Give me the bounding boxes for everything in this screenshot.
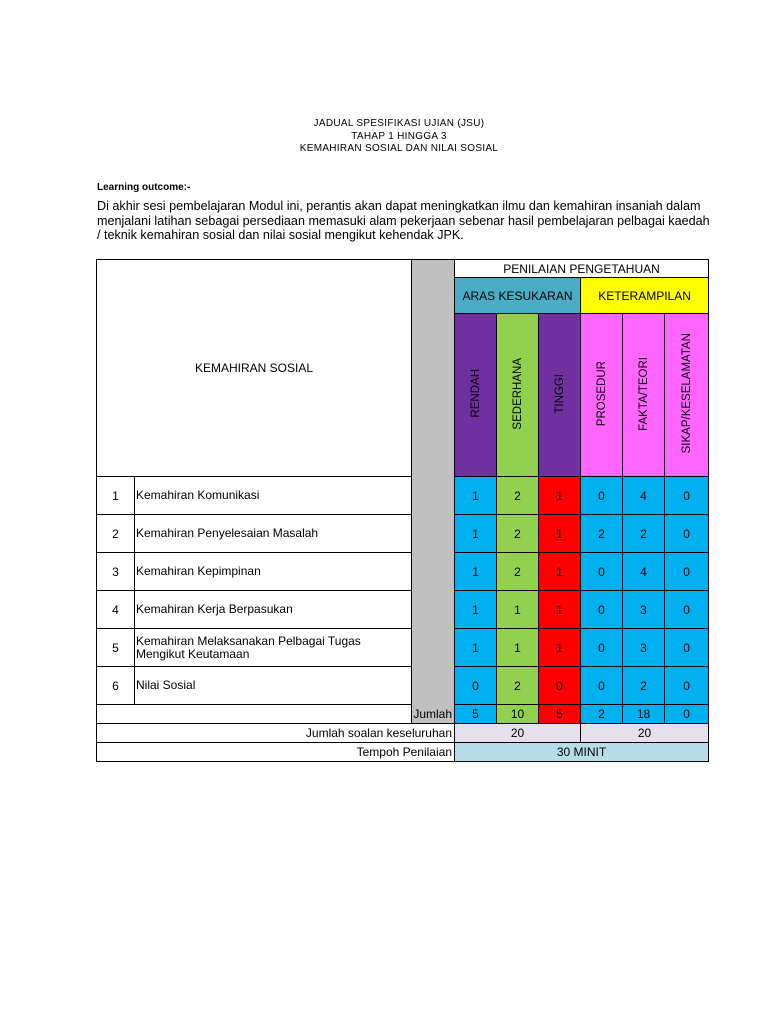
jumlah-prosedur: 2 [581,705,623,724]
col-header-prosedur: PROSEDUR [581,314,623,477]
row-number: 1 [97,477,135,515]
row-topic: Kemahiran Komunikasi [135,477,412,515]
assessment-header: PENILAIAN PENGETAHUAN [455,260,709,278]
jumlah-fakta-teori: 18 [623,705,665,724]
cell-sikap-keselamatan: 0 [665,591,709,629]
cell-rendah: 0 [455,667,497,705]
cell-prosedur: 2 [581,515,623,553]
cell-tinggi: 1 [539,591,581,629]
cell-fakta-teori: 4 [623,477,665,515]
learning-outcome-text: Di akhir sesi pembelajaran Modul ini, perantis akan dapat meningkatkan ilmu dan kemahiran insaniah dalam menjalani latihan sebagai persediaan memasuki alam pekerjaan sebenar hasil pembelajaran pelbagai kaedah / teknik kemahiran sosial dan nilai sosial mengikut kehendak JPK. [97,199,710,242]
learning-outcome-label: Learning outcome:- [97,182,191,193]
keseluruhan-label: Jumlah soalan keseluruhan [97,724,455,743]
cell-tinggi: 1 [539,629,581,667]
topic-header: KEMAHIRAN SOSIAL [97,260,412,477]
cell-sederhana: 1 [497,629,539,667]
table-row [97,591,709,629]
table-row [97,667,709,705]
cell-rendah: 1 [455,629,497,667]
jumlah-tinggi: 5 [539,705,581,724]
doc-title-line3: KEMAHIRAN SOSIAL DAN NILAI SOSIAL [299,143,499,154]
table-row [97,515,709,553]
doc-title-line2: TAHAP 1 HINGGA 3 [351,131,447,142]
cell-sikap-keselamatan: 0 [665,477,709,515]
cell-tinggi: 1 [539,515,581,553]
cell-sikap-keselamatan: 0 [665,667,709,705]
row-number: 4 [97,591,135,629]
table-row [97,553,709,591]
cell-tinggi: 1 [539,477,581,515]
cell-rendah: 1 [455,553,497,591]
cell-sederhana: 2 [497,667,539,705]
col-header-sederhana: SEDERHANA [497,314,539,477]
row-topic: Nilai Sosial [135,667,412,705]
cell-rendah: 1 [455,591,497,629]
cell-sederhana: 2 [497,553,539,591]
row-topic: Kemahiran Melaksanakan Pelbagai Tugas Mengikut Keutamaan [135,629,412,667]
row-number: 2 [97,515,135,553]
jumlah-row [97,705,709,724]
cell-sederhana: 2 [497,515,539,553]
cell-rendah: 1 [455,515,497,553]
cell-fakta-teori: 3 [623,629,665,667]
difficulty-group-header: ARAS KESUKARAN [455,278,581,314]
tempoh-label: Tempoh Penilaian [97,743,455,762]
cell-fakta-teori: 4 [623,553,665,591]
jumlah-label: Jumlah [97,705,455,724]
table-row [97,477,709,515]
cell-sederhana: 2 [497,477,539,515]
keseluruhan-keterampilan: 20 [581,724,709,743]
cell-fakta-teori: 2 [623,667,665,705]
cell-rendah: 1 [455,477,497,515]
cell-sikap-keselamatan: 0 [665,515,709,553]
cell-tinggi: 0 [539,667,581,705]
cell-prosedur: 0 [581,553,623,591]
jumlah-rendah: 5 [455,705,497,724]
skill-group-header: KETERAMPILAN [581,278,709,314]
cell-prosedur: 0 [581,477,623,515]
row-topic: Kemahiran Kerja Berpasukan [135,591,412,629]
cell-sederhana: 1 [497,591,539,629]
jumlah-sikap-keselamatan: 0 [665,705,709,724]
col-header-fakta-teori: FAKTA/TEORI [623,314,665,477]
cell-fakta-teori: 3 [623,591,665,629]
cell-prosedur: 0 [581,667,623,705]
keseluruhan-row [97,724,709,743]
gray-separator [412,260,455,724]
tempoh-row [97,743,709,762]
cell-prosedur: 0 [581,591,623,629]
cell-sikap-keselamatan: 0 [665,553,709,591]
row-number: 5 [97,629,135,667]
keseluruhan-aras: 20 [455,724,581,743]
doc-title-line1: JADUAL SPESIFIKASI UJIAN (JSU) [313,118,485,129]
col-header-rendah: RENDAH [455,314,497,477]
cell-sikap-keselamatan: 0 [665,629,709,667]
cell-prosedur: 0 [581,629,623,667]
jumlah-sederhana: 10 [497,705,539,724]
jsu-table [96,259,709,762]
tempoh-value: 30 MINIT [455,743,709,762]
col-header-sikap-keselamatan: SIKAP/KESELAMATAN [665,314,709,477]
row-topic: Kemahiran Penyelesaian Masalah [135,515,412,553]
cell-tinggi: 1 [539,553,581,591]
table-row [97,629,709,667]
col-header-tinggi: TINGGI [539,314,581,477]
row-number: 3 [97,553,135,591]
row-topic: Kemahiran Kepimpinan [135,553,412,591]
cell-fakta-teori: 2 [623,515,665,553]
row-number: 6 [97,667,135,705]
